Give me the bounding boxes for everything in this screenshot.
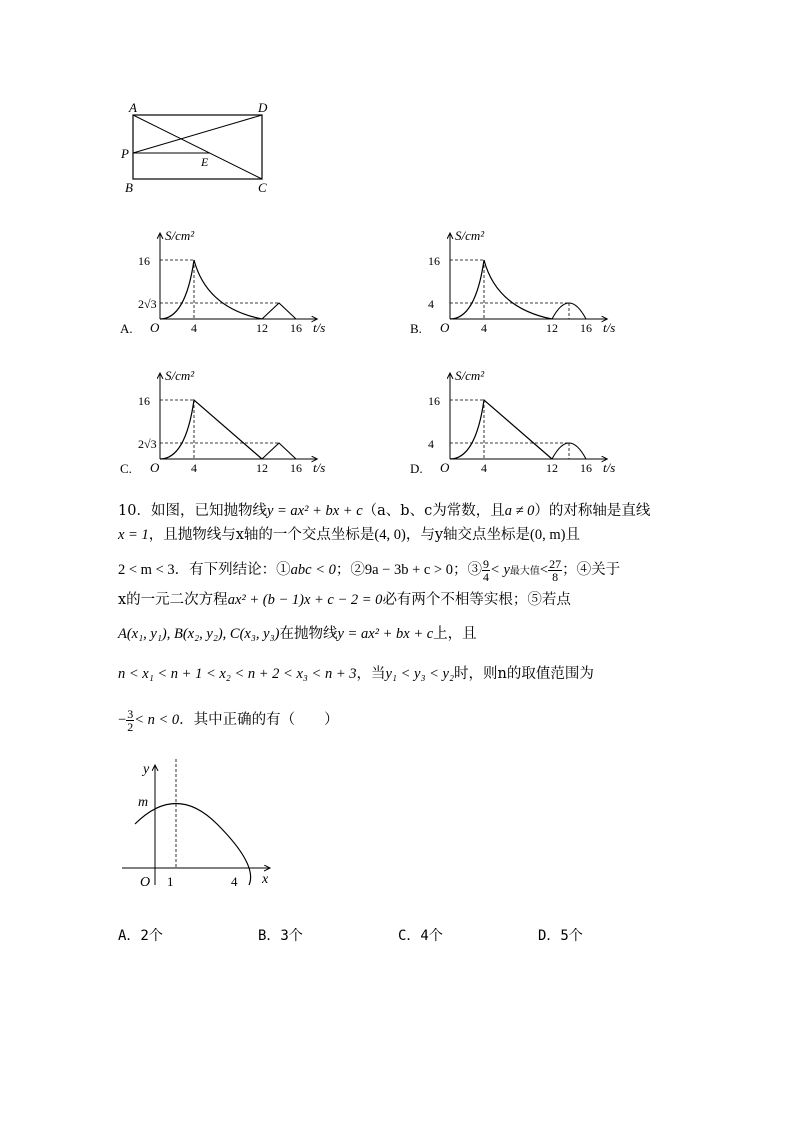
m-label: m	[138, 795, 149, 810]
option-label: A.	[120, 321, 133, 336]
ylabel: S/cm²	[165, 228, 195, 243]
area-curve	[160, 260, 262, 319]
origin-label: O	[140, 875, 151, 890]
x4-label: 4	[231, 874, 238, 889]
xlabel: t/s	[313, 460, 326, 475]
label-C: C	[258, 180, 267, 195]
option-b[interactable]: B．3个	[258, 928, 303, 944]
right-hump	[262, 303, 296, 319]
xtick-16: 16	[580, 461, 592, 475]
ylabel: S/cm²	[455, 228, 485, 243]
label-A: A	[129, 100, 137, 115]
q10-line-4: x的一元二次方程ax² + (b − 1)x + c − 2 = 0必有两个不相等实根；⑤若点	[118, 592, 571, 608]
origin: O	[440, 460, 450, 475]
option-d[interactable]: D．5个	[538, 928, 583, 944]
q10-line-3: 2 < m < 3．有下列结论：①abc < 0；②9a − 3b + c > 0；③ $\frac{9}{4}$ < y最大值< $\frac{27}{8}$ ；④关于	[118, 556, 621, 584]
xtick-12: 12	[546, 321, 558, 335]
q10-line-6: n < x₁ < n + 1 < x₂ < n + 2 < x₃ < n + 3，当y₁ < y₃ < y₂时，则n的取值范围为	[118, 666, 594, 682]
xtick-16: 16	[290, 321, 302, 335]
area-curve	[450, 400, 552, 459]
ylabel: S/cm²	[165, 368, 195, 383]
option-label: C.	[120, 461, 132, 476]
option-label: B.	[410, 321, 422, 336]
x1-label: 1	[167, 874, 174, 889]
xtick-4: 4	[481, 461, 487, 475]
graph-option-b	[408, 225, 616, 340]
ytick-high: 16	[138, 254, 150, 268]
ytick-low: 2√3	[138, 437, 157, 451]
rectangle-figure	[118, 98, 278, 198]
ytick-low: 2√3	[138, 297, 157, 311]
xtick-4: 4	[191, 461, 197, 475]
origin: O	[150, 320, 160, 335]
xtick-12: 12	[256, 321, 268, 335]
xlabel: t/s	[603, 460, 616, 475]
xlabel: t/s	[313, 320, 326, 335]
ytick-low: 4	[428, 297, 434, 311]
ytick-high: 16	[428, 394, 440, 408]
q10-line-7: − $\frac{3}{2}$ < n < 0．其中正确的有（ ）	[118, 706, 339, 734]
q10-line-2: x = 1，且抛物线与x轴的一个交点坐标是(4, 0)，与y轴交点坐标是(0, m)且	[118, 527, 580, 543]
origin: O	[440, 320, 450, 335]
xtick-12: 12	[546, 461, 558, 475]
ytick-high: 16	[138, 394, 150, 408]
graph-option-c	[118, 365, 326, 480]
parabola-figure	[118, 755, 288, 895]
label-E: E	[201, 155, 209, 169]
origin: O	[150, 460, 160, 475]
option-c[interactable]: C．4个	[398, 928, 443, 944]
xlabel: t/s	[603, 320, 616, 335]
area-curve	[450, 260, 552, 319]
option-a[interactable]: A．2个	[118, 928, 163, 944]
x-label: x	[262, 872, 269, 887]
y-label: y	[143, 762, 150, 777]
option-label: D.	[410, 461, 423, 476]
area-curve	[160, 400, 262, 459]
q10-line-1: 10．如图，已知抛物线y = ax² + bx + c（a、b、c为常数，且a ≠ 0）的对称轴是直线	[118, 503, 651, 519]
ylabel: S/cm²	[455, 368, 485, 383]
label-B: B	[125, 180, 133, 195]
ytick-high: 16	[428, 254, 440, 268]
xtick-12: 12	[256, 461, 268, 475]
graph-option-a	[118, 225, 326, 340]
q10-line-5: A(x₁, y₁), B(x₂, y₂), C(x₃, y₃)在抛物线y = ax² + bx + c上，且	[118, 626, 477, 642]
xtick-4: 4	[481, 321, 487, 335]
right-hump	[262, 443, 296, 459]
label-P: P	[121, 146, 129, 161]
xtick-16: 16	[580, 321, 592, 335]
graph-option-d	[408, 365, 616, 480]
xtick-4: 4	[191, 321, 197, 335]
parabola-curve	[135, 804, 251, 886]
label-D: D	[258, 100, 268, 115]
ytick-low: 4	[428, 437, 434, 451]
xtick-16: 16	[290, 461, 302, 475]
